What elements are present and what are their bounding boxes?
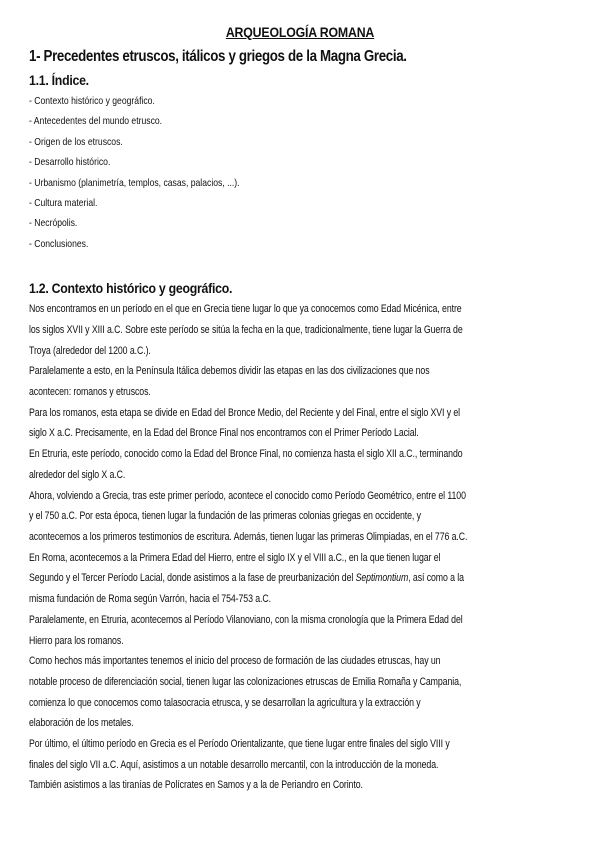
chapter-heading: 1- Precedentes etruscos, itálicos y griegos de la Magna Grecia. [29, 48, 407, 65]
text-line: Nos encontramos en un período en el que en Grecia tiene lugar lo que ya conocemos como Edad Micénica, entre [29, 303, 462, 316]
index-item: - Antecedentes del mundo etrusco. [29, 115, 163, 128]
italic-term: Septimontium [355, 572, 409, 585]
index-item: - Cultura material. [29, 197, 98, 210]
text-line: Paralelamente a esto, en la Península Itálica debemos dividir las etapas en las dos civilizaciones que nos [29, 365, 430, 378]
text-line: En Etruria, este período, conocido como la Edad del Bronce Final, no comienza hasta el siglo XII a.C., terminando [29, 448, 463, 461]
index-item: - Origen de los etruscos. [29, 135, 123, 148]
text-line: alrededor del siglo X a.C. [29, 468, 126, 481]
text-line: los siglos XVII y XIII a.C. Sobre este período se sitúa la fecha en la que, tradicionalmente, tiene lugar la Guerra de [29, 323, 463, 336]
index-heading: 1.1. Índice. [29, 72, 89, 88]
text-line: Paralelamente, en Etruria, acontecemos al Período Vilanoviano, con la misma cronología que la Primera Edad del [29, 613, 463, 626]
text-line: notable proceso de diferenciación social, tienen lugar las colonizaciones etruscas de Emilia Romaña y Campania, [29, 675, 462, 688]
index-list [29, 91, 571, 254]
text-line: Troya (alrededor del 1200 a.C.). [29, 344, 151, 357]
text-line: Para los romanos, esta etapa se divide en Edad del Bronce Medio, del Reciente y del Final, entre el siglo XVI y el [29, 406, 461, 419]
index-item: - Desarrollo histórico. [29, 156, 111, 169]
text-line: acontecen: romanos y etruscos. [29, 386, 151, 399]
text-fragment: Segundo y el Tercer Período Lacial, donde asistimos a la fase de preurbanización del [29, 572, 356, 585]
text-line: Ahora, volviendo a Grecia, tras este primer período, acontece el conocido como Período Geométrico, entre el 1100 [29, 489, 466, 502]
index-item: - Contexto histórico y geográfico. [29, 95, 155, 107]
text-line: misma fundación de Roma según Varrón, hacia el 754-753 a.C. [29, 593, 271, 606]
index-item: - Conclusiones. [29, 237, 89, 250]
text-line: Por último, el último período en Grecia es el Período Orientalizante, que tiene lugar entre finales del siglo VIII y [29, 738, 450, 751]
text-line: comienza lo que conocemos como talasocracia etrusca, y se desarrollan la agricultura y la extracción y [29, 696, 421, 709]
document-title: ARQUEOLOGÍA ROMANA [225, 24, 375, 40]
text-line: finales del siglo VII a.C. Aquí, asistimos a un notable desarrollo mercantil, con la introducción de la moneda. [29, 758, 439, 771]
text-line-italic [29, 568, 473, 589]
text-fragment: , así como a la [408, 572, 464, 585]
text-line: También asistimos a las tiranías de Polícrates en Samos y a la de Periandro en Corinto. [29, 779, 363, 792]
text-line: elaboración de los metales. [29, 717, 134, 730]
section-heading: 1.2. Contexto histórico y geográfico. [29, 280, 233, 297]
text-line: siglo X a.C. Precisamente, en la Edad del Bronce Final nos encontramos con el Primer Período Lacial. [29, 427, 419, 440]
index-item: - Necrópolis. [29, 217, 78, 230]
text-line: Como hechos más importantes tenemos el inicio del proceso de formación de las ciudades etruscas, hay un [29, 655, 441, 668]
text-line: Hierro para los romanos. [29, 634, 124, 647]
text-line: acontecemos a los primeros testimonios de escritura. Además, tienen lugar las primeras Olimpiadas, en el 776 a.C. [29, 530, 468, 543]
text-line: En Roma, acontecemos a la Primera Edad del Hierro, entre el siglo IX y el VIII a.C., en la que tienen lugar el [29, 551, 441, 564]
section-context [29, 280, 571, 796]
text-line: y el 750 a.C. Por esta época, tienen lugar la fundación de las primeras colonias griegas en occidente, y [29, 510, 421, 523]
index-item: - Urbanismo (planimetría, templos, casas, palacios, ...). [29, 176, 240, 189]
body-text [29, 299, 571, 796]
